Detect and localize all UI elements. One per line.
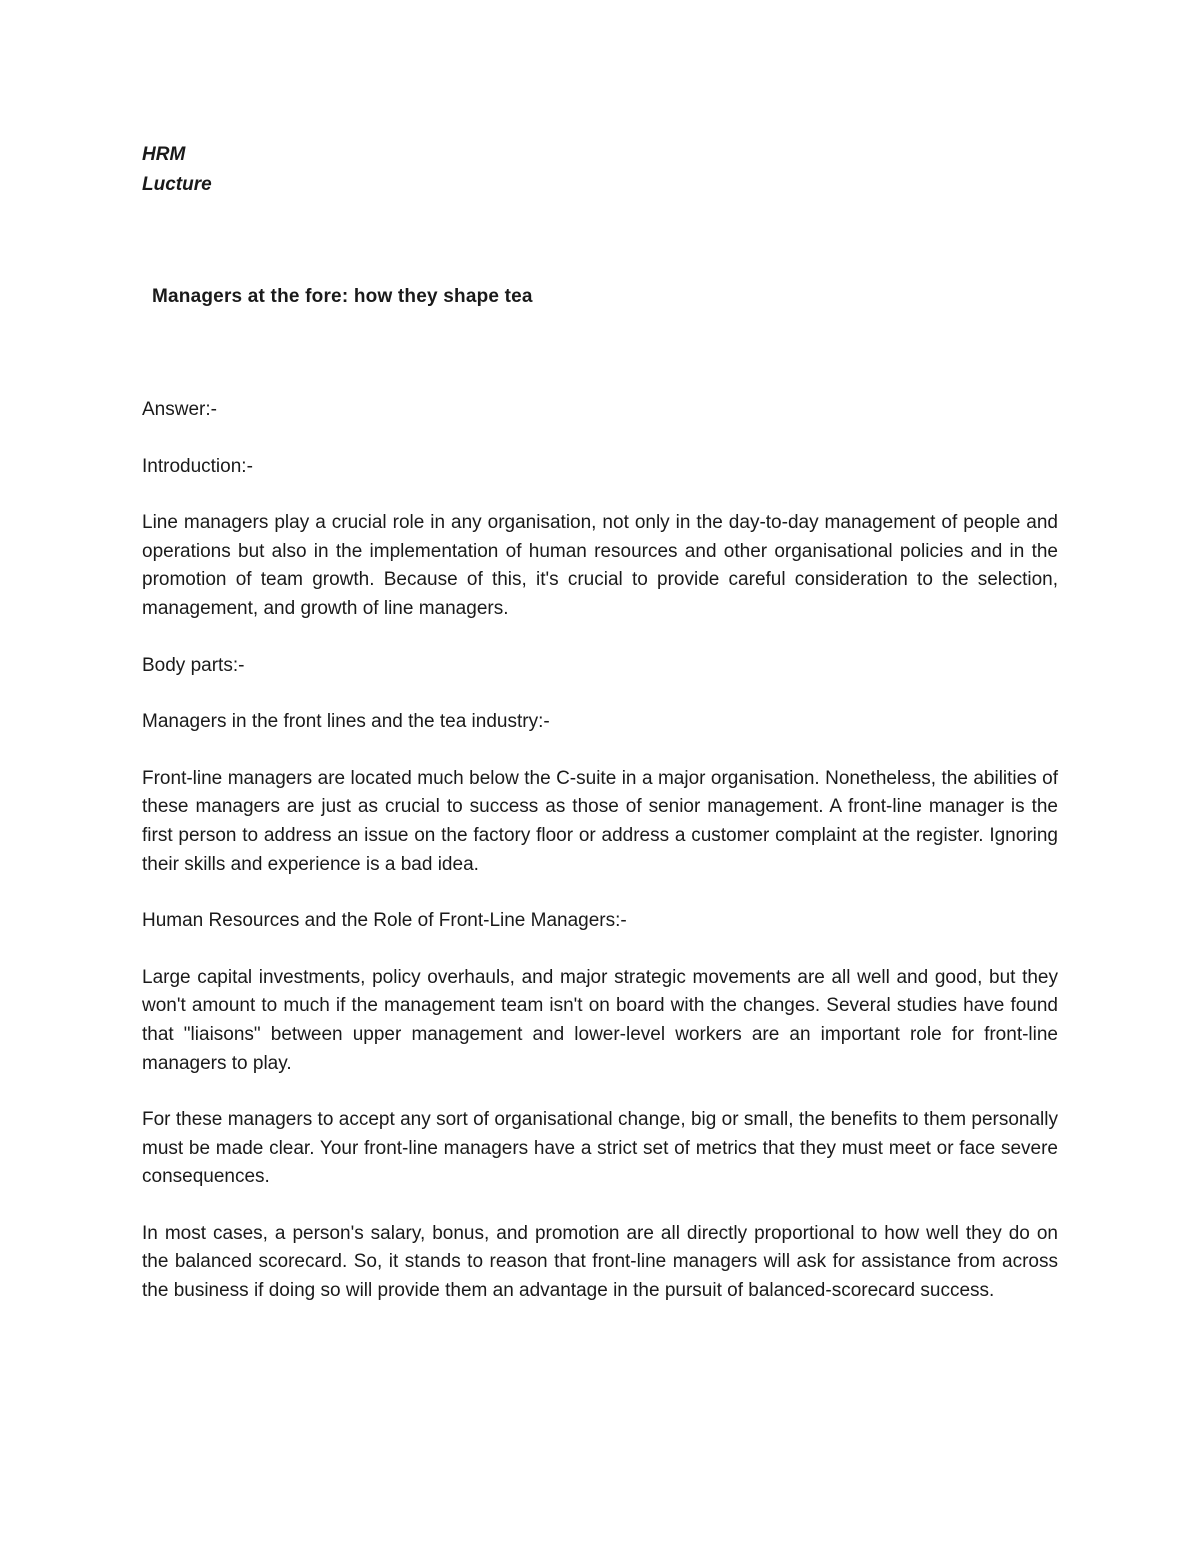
section2-paragraph-2: For these managers to accept any sort of organisational change, big or small, the benefits to them personally must be made clear. Your front-line managers have a strict set of metrics that they must meet or face severe consequences. [142,1109,1058,1188]
section1-heading: Managers in the front lines and the tea industry:- [142,711,550,733]
introduction-paragraph: Line managers play a crucial role in any organisation, not only in the day-to-day management of people and operations but also in the implementation of human resources and other organisational policies and in the promotion of team growth. Because of this, it's crucial to provide careful consideration to the selection, management, and growth of line managers. [142,512,1058,619]
document-title: Managers at the fore: how they shape tea [152,286,533,307]
introduction-heading: Introduction:- [142,455,253,477]
section1-paragraph: Front-line managers are located much below the C-suite in a major organisation. Nonetheless, the abilities of these managers are just as crucial to success as those of senior management. A front-line manager is the first person to address an issue on the factory floor or address a customer complaint at the register. Ignoring their skills and experience is a bad idea. [142,767,1058,875]
section2-paragraph-1: Large capital investments, policy overhauls, and major strategic movements are all well and good, but they won't amount to much if the management team isn't on board with the changes. Several studies have found that "liaisons" between upper management and lower-level workers are an important role for front-line managers to play. [142,966,1058,1074]
answer-label: Answer:- [142,399,217,420]
course-label: HRM [142,144,186,165]
header-block [142,140,212,200]
section2-heading: Human Resources and the Role of Front-Line Managers:- [142,910,627,932]
document-body [142,396,1058,1334]
section2-paragraph-3: In most cases, a person's salary, bonus, and promotion are all directly proportional to how well they do on the balanced scorecard. So, it stands to reason that front-line managers will ask for assistance from across the business if doing so will provide them an advantage in the pursuit of balanced-scorecard success. [142,1222,1058,1302]
subtitle-label: Lucture [142,174,212,195]
body-heading: Body parts:- [142,654,245,676]
